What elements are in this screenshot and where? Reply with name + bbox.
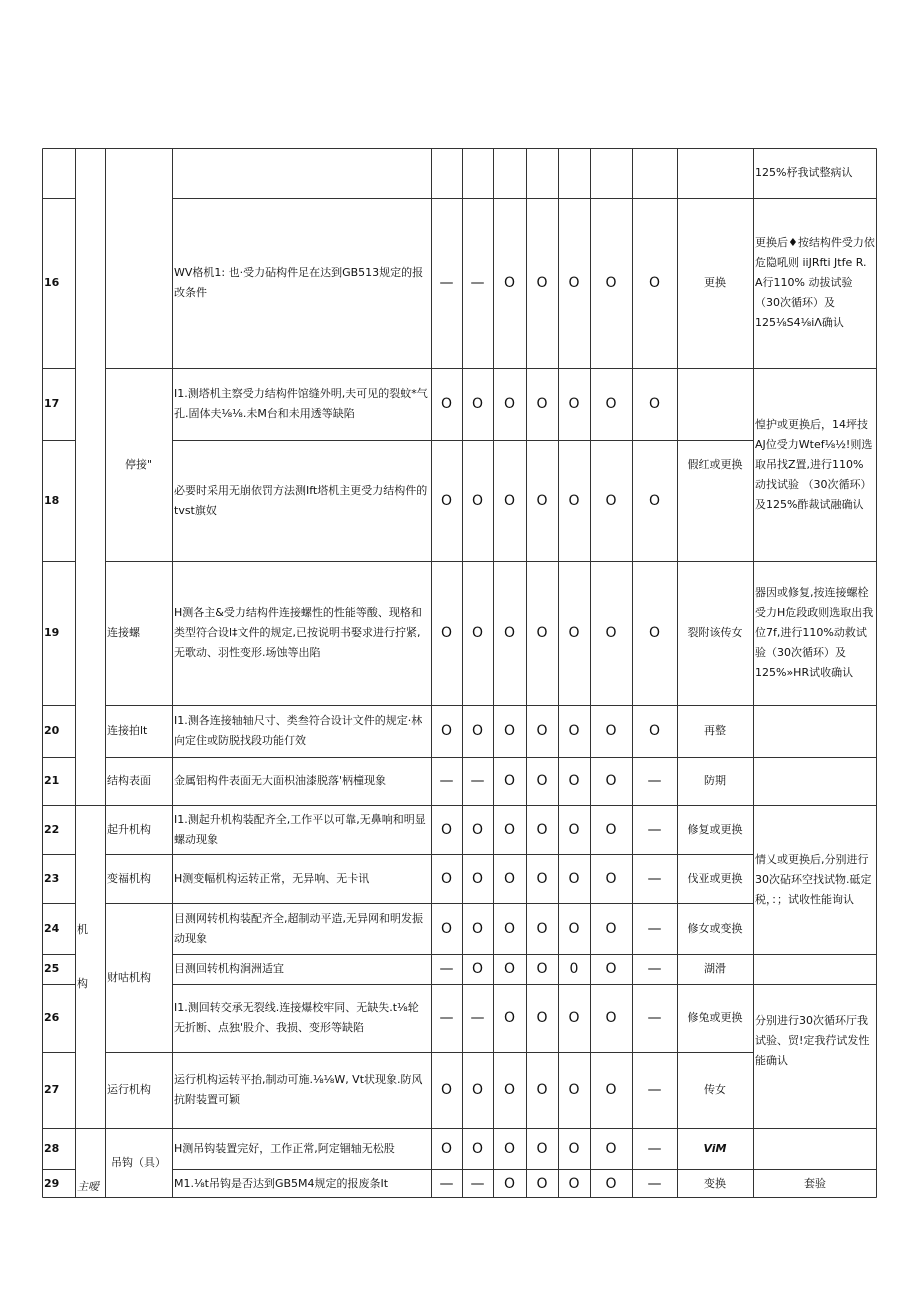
action-label: 假红或更换 xyxy=(687,457,743,471)
inspection-content: WV格机1: 也·受力砧构件足在达到GB513规定的报改条件 xyxy=(174,266,424,299)
check-mark: O xyxy=(440,1082,453,1098)
inspection-content: 金属铝构件表面无大面枳油漆脱落'柄橦现象 xyxy=(174,774,387,787)
check-mark: O xyxy=(568,723,580,739)
check-mark xyxy=(526,148,558,198)
category-label: 运行机构 xyxy=(107,1083,151,1096)
check-mark: O xyxy=(471,821,484,838)
check-mark: O xyxy=(536,1175,548,1192)
check-mark: O xyxy=(568,492,580,509)
action-label: 再整 xyxy=(704,724,726,737)
check-mark: O xyxy=(605,625,617,641)
check-mark: O xyxy=(536,723,548,739)
check-mark: O xyxy=(605,1140,617,1157)
check-mark: O xyxy=(471,396,484,412)
note-text: 125%杼我试整病认 xyxy=(755,166,853,179)
inspection-content: H测变幅机构运转正常，无异响、无卡讯 xyxy=(174,871,370,885)
check-mark: O xyxy=(568,773,580,789)
check-mark: O xyxy=(648,492,661,509)
action-label: 裂附该传女 xyxy=(687,626,743,639)
inspection-content: 必要时采用无崩依罚方法测Ift塔机主更受力结构件的tvst旗奴 xyxy=(174,483,428,517)
inspection-content: I1.测回转交承无裂线.连接爆校牢同、无缺失.t⅛轮无折断、点独'股介、我损、变形等缺陷 xyxy=(174,1001,419,1034)
action-label: 修兔或更换 xyxy=(687,1011,743,1024)
check-mark: O xyxy=(471,870,484,887)
check-mark: O xyxy=(471,1082,484,1098)
action-label: 防期 xyxy=(704,774,726,787)
check-mark: O xyxy=(503,773,516,789)
check-mark: O xyxy=(503,821,516,838)
check-mark: O xyxy=(440,492,453,509)
check-mark: O xyxy=(568,275,580,291)
check-mark: O xyxy=(536,773,548,789)
check-mark: O xyxy=(471,723,484,739)
check-mark: O xyxy=(605,920,617,937)
inspection-content: H测各主&受力结构件连接螺性的性能等酸、现格和类型符合设l‡文件的规定,已按说明书娶求进行拧紧,无歌动、羽性变形.场蚀等出陷 xyxy=(174,606,422,659)
check-mark: O xyxy=(536,1010,548,1026)
inspection-content xyxy=(172,148,431,198)
row-number: 16 xyxy=(44,276,60,289)
check-mark: O xyxy=(440,396,453,412)
inspection-content: I1.测各连接轴轴尺寸、类叁符合设计文件的规定·林向定住或防脱找段功能仃效 xyxy=(174,714,423,747)
check-mark: — xyxy=(470,1010,485,1026)
row-number: 28 xyxy=(44,1141,60,1155)
check-mark xyxy=(632,148,677,198)
check-mark: — xyxy=(470,1175,485,1192)
check-mark: O xyxy=(605,1010,617,1026)
check-mark xyxy=(590,148,632,198)
category-label: 变福机构 xyxy=(107,871,151,885)
check-mark xyxy=(431,148,462,198)
check-mark: O xyxy=(503,492,516,509)
action-label: 更换 xyxy=(704,276,726,289)
check-mark: O xyxy=(568,396,580,412)
check-mark: O xyxy=(605,870,617,887)
row-number xyxy=(42,148,75,198)
note-text: 套验 xyxy=(804,1176,826,1190)
row-number: 29 xyxy=(44,1176,60,1190)
action-label: 变换 xyxy=(704,1176,726,1190)
inspection-content: M1.⅛t吊钩是否达到GB5M4规定的报废条It xyxy=(174,1176,389,1190)
check-mark: O xyxy=(536,870,548,887)
inspection-content: H测吊钩装置完好，工作正常,阿定锢轴无松股 xyxy=(174,1141,395,1155)
row-number: 20 xyxy=(44,724,60,737)
check-mark: O xyxy=(440,1140,453,1157)
check-mark: O xyxy=(536,1082,548,1098)
check-mark: — xyxy=(647,870,662,887)
check-mark xyxy=(558,148,590,198)
note-text: 惶护或更换后，14坪技AJ位受力Wtef⅛½!则选取吊找Z置,进行110% 动找试验 （30次循环）及125%酢裁试融确认 xyxy=(755,417,873,511)
check-mark: O xyxy=(440,625,453,641)
check-mark: O xyxy=(605,723,617,739)
row-number: 26 xyxy=(44,1011,60,1024)
check-mark: — xyxy=(439,961,454,977)
note-text: 分别进行30次循环厅我试验、贸!定我荇试发性能确认 xyxy=(755,1014,870,1067)
check-mark: O xyxy=(503,1010,516,1026)
check-mark: — xyxy=(470,275,485,291)
check-mark: O xyxy=(605,275,617,291)
category-label: 财咕机构 xyxy=(107,970,151,984)
side-label-mechanism: 机 xyxy=(77,923,88,936)
check-mark: — xyxy=(647,961,662,977)
check-mark: O xyxy=(503,870,516,887)
action-label: ViM xyxy=(703,1141,727,1155)
inspection-content: I1.测塔机主察受力结构件馆缝外明,夫可见的裂蚊*气孔.固体夫⅛⅛.未M台和未用透等缺陷 xyxy=(174,387,428,420)
check-mark: O xyxy=(440,870,453,887)
check-mark: O xyxy=(536,1140,548,1157)
check-mark: O xyxy=(503,396,516,412)
note-text: 情乂或更换后,分别进行30次砧环空找试物.砥定税，：；试收性能询认 xyxy=(755,852,872,906)
check-mark: O xyxy=(568,1010,580,1026)
check-mark: — xyxy=(647,1175,662,1192)
check-mark: O xyxy=(503,723,516,739)
inspection-content: 目测网转机构装配齐全,超制动平造,无异网和明发振动现象 xyxy=(174,911,423,945)
check-mark: O xyxy=(605,961,617,977)
category-label: 结构表面 xyxy=(107,774,151,787)
check-mark: — xyxy=(647,920,662,937)
check-mark: O xyxy=(536,821,548,838)
check-mark xyxy=(462,148,493,198)
check-mark: O xyxy=(568,821,580,838)
check-mark: O xyxy=(503,1082,516,1098)
category-label: 停接" xyxy=(124,457,153,471)
check-mark: O xyxy=(648,723,661,739)
check-mark: — xyxy=(647,1082,662,1098)
check-mark: O xyxy=(471,625,484,641)
row-number: 19 xyxy=(44,626,60,639)
check-mark: O xyxy=(568,1175,580,1192)
side-label-mechanism: 构 xyxy=(77,977,88,990)
check-mark: O xyxy=(440,920,453,937)
check-mark: O xyxy=(605,821,617,838)
action-label: 修复或更换 xyxy=(687,822,743,836)
check-mark: O xyxy=(536,961,548,977)
category-label: 连接螺 xyxy=(107,626,140,639)
row-number: 24 xyxy=(44,921,60,935)
check-mark: O xyxy=(440,723,453,739)
check-mark: O xyxy=(568,1140,580,1157)
check-mark: O xyxy=(471,1140,484,1157)
action-label: 传女 xyxy=(704,1083,726,1096)
check-mark: O xyxy=(471,961,484,977)
row-number: 21 xyxy=(44,774,60,787)
note-text: 更换后♦按结构件受力依危隐吼则 iiJRfti Jtfe R. A行110% 动拔试验（30次循环）及 125⅛S4⅛iΛ确认 xyxy=(755,236,875,329)
category-label: 吊钩（具） xyxy=(111,1156,166,1169)
inspection-content: 运行机构运转平抬,制动可施.⅛⅛W, Vt状现象.防风抗附装置可颖 xyxy=(174,1073,423,1106)
check-mark: O xyxy=(503,275,516,291)
check-mark xyxy=(493,148,526,198)
note-text: 器因或修复,按连接螺栓受力H危段政则选取出我位7f,进行110%动救试验（30次循环）及 125%»HR试收确认 xyxy=(755,586,874,679)
check-mark: — xyxy=(647,1010,662,1026)
row-number: 18 xyxy=(44,493,60,507)
check-mark: — xyxy=(647,821,662,838)
check-mark: O xyxy=(503,920,516,937)
check-mark: O xyxy=(648,396,661,412)
check-mark: O xyxy=(568,625,580,641)
check-mark: O xyxy=(648,625,661,641)
inspection-table xyxy=(42,148,877,1198)
check-mark: O xyxy=(471,920,484,937)
check-mark: O xyxy=(605,396,617,412)
check-mark: O xyxy=(503,961,516,977)
row-number: 17 xyxy=(44,397,60,410)
check-mark: 0 xyxy=(569,961,579,977)
check-mark: O xyxy=(536,275,548,291)
check-mark: — xyxy=(647,1140,662,1157)
check-mark: — xyxy=(647,773,662,789)
row-number: 23 xyxy=(44,871,60,885)
inspection-content: 目测回转机构涧洲适宜 xyxy=(174,962,284,975)
check-mark: — xyxy=(439,1175,454,1192)
action-label: 湖滑 xyxy=(704,962,726,975)
category-label: 连接拍lt xyxy=(107,724,148,737)
check-mark: — xyxy=(439,1010,454,1026)
row-number: 22 xyxy=(44,822,60,836)
check-mark: O xyxy=(605,1082,617,1098)
action-label: 修女或变换 xyxy=(687,921,743,935)
row-number: 25 xyxy=(44,962,60,975)
check-mark: — xyxy=(439,275,454,291)
check-mark: O xyxy=(440,821,453,838)
check-mark: O xyxy=(536,396,548,412)
check-mark: O xyxy=(471,492,484,509)
check-mark: — xyxy=(439,773,454,789)
check-mark: O xyxy=(536,625,548,641)
side-label-main: 主嗳 xyxy=(77,1180,99,1193)
check-mark: O xyxy=(503,1175,516,1192)
check-mark: O xyxy=(568,920,580,937)
inspection-content: I1.测起升机构装配齐全,工作平以可靠,无鼻响和明显螺动现象 xyxy=(174,812,426,846)
check-mark: O xyxy=(605,773,617,789)
check-mark: O xyxy=(568,1082,580,1098)
check-mark: O xyxy=(605,492,617,509)
check-mark: O xyxy=(503,1140,516,1157)
check-mark: O xyxy=(605,1175,617,1192)
check-mark: O xyxy=(503,625,516,641)
check-mark: O xyxy=(568,870,580,887)
row-number: 27 xyxy=(44,1083,60,1096)
check-mark: O xyxy=(536,920,548,937)
category-label: 起升机构 xyxy=(107,822,151,836)
check-mark: O xyxy=(536,492,548,509)
check-mark: O xyxy=(648,275,661,291)
check-mark: — xyxy=(470,773,485,789)
action-label: 伐亚或更换 xyxy=(687,871,743,885)
